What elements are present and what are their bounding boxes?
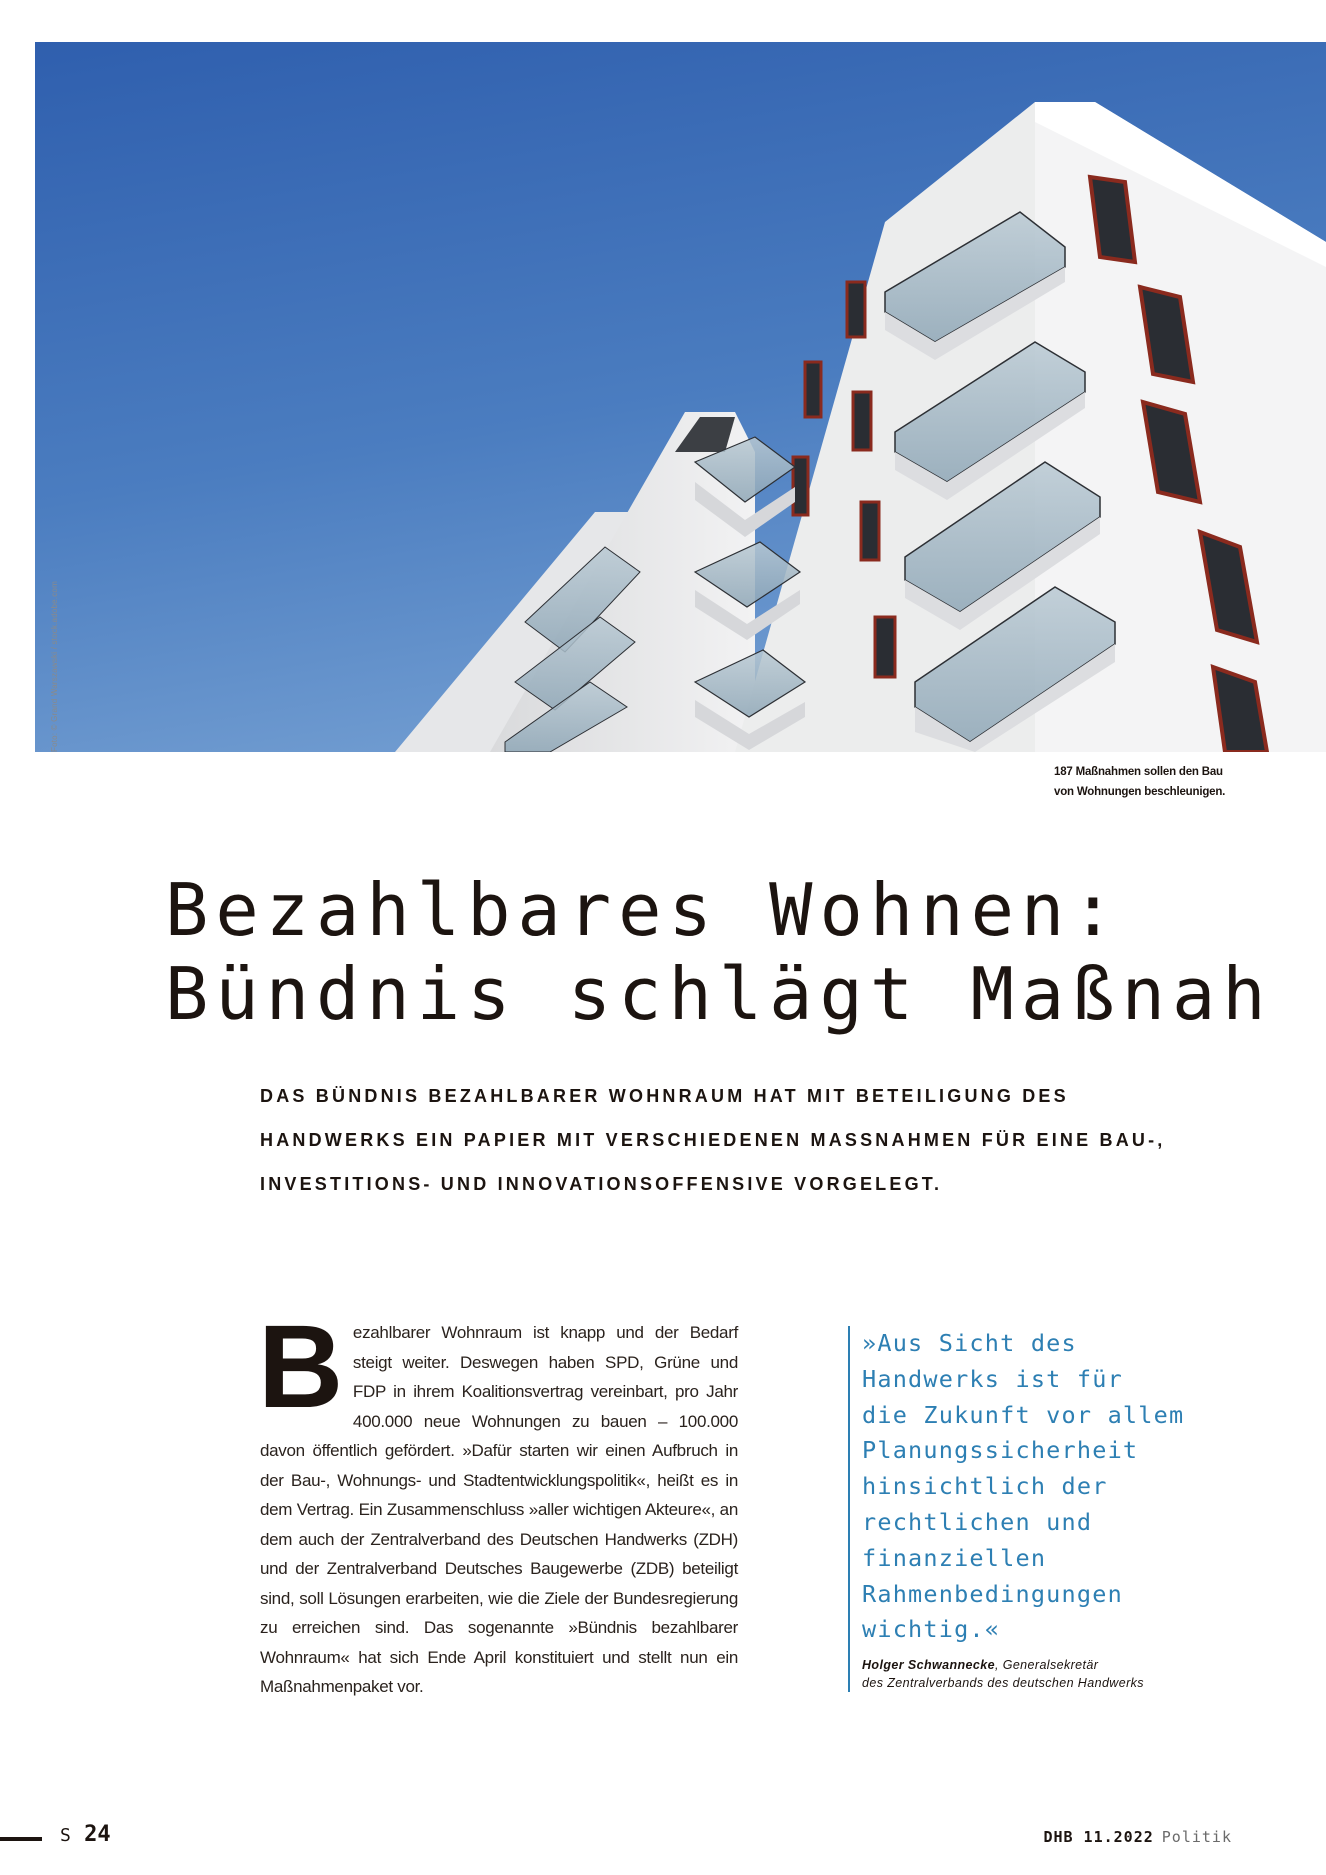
quote-line: »Aus Sicht des [862,1329,1077,1357]
footer-rule [0,1837,42,1841]
caption-line: von Wohnungen beschleunigen. [1054,786,1226,798]
quote-line: Handwerks ist für [862,1364,1123,1393]
lead-line: INVESTITIONS- UND INNOVATIONSOFFENSIVE VORGELEGT. [260,1174,943,1194]
article-body [258,1301,738,1702]
quote-line: finanziellen [862,1543,1047,1572]
quote-line: Planungssicherheit [862,1436,1139,1465]
quote-line: rechtlichen und [862,1507,1093,1536]
quote-line: die Zukunft vor allem [862,1400,1185,1429]
headline-line: Bezahlbares Wohnen: [165,868,1122,952]
quote-line: Rahmenbedingungen [862,1579,1123,1608]
section-name: Politik [1161,1828,1232,1846]
hero-photo [35,42,1326,752]
quote-line: hinsichtlich der [862,1472,1108,1501]
magazine-issue: DHB 11.2022 [1043,1828,1154,1846]
author-organization: des Zentralverbands des deutschen Handwerks [862,1676,1144,1691]
headline-line: Bündnis schlägt Maßnah [165,952,1273,1036]
quote-author [862,1656,1262,1692]
author-role: , Generalsekretär [994,1658,1099,1673]
photo-caption [1054,762,1294,802]
quote-text [862,1326,1262,1648]
author-name: Holger Schwannecke [862,1658,995,1673]
lead-line: DAS BÜNDNIS BEZAHLBARER WOHNRAUM HAT MIT BETEILIGUNG DES [260,1086,1069,1106]
building-illustration [35,42,1326,752]
pull-quote [848,1326,1262,1692]
page-prefix: S [60,1825,71,1846]
lead-paragraph [260,1074,1220,1206]
lead-line: HANDWERKS EIN PAPIER MIT VERSCHIEDENEN MASSNAHMEN FÜR EINE BAU-, [260,1130,1166,1150]
page-number [60,1822,111,1847]
caption-line: 187 Maßnahmen sollen den Bau [1054,766,1223,778]
quote-line: wichtig.« [862,1615,1001,1644]
drop-cap: B [258,1301,343,1433]
page-number-value: 24 [84,1822,111,1847]
headline [165,868,1326,1036]
footer-issue [1043,1828,1232,1846]
body-text: ezahlbarer Wohnraum ist knapp und der Bedarf steigt weiter. Deswegen haben SPD, Grüne und FDP in ihrem Koalitionsvertrag vereinbart, pro Jahr 400.000 neue Wohnungen zu bauen – 100.000 davon öffentlich gefördert. »Dafür starten wir einen Aufbruch in der Bau-, Wohnungs- und Stadtentwicklungspolitik«, heißt es in dem Vertrag. Ein Zusammenschluss »aller wichtigen Akteure«, an dem auch der Zentralverband des Deutschen Handwerks (ZDH) und der Zentralverband Deutsches Baugewerbe (ZDB) beteiligt sind, soll Lösungen erarbeiten, wie die Ziele der Bundesregierung zu erreichen sind. Das sogenannte »Bündnis bezahlbarer Wohnraum« hat sich Ende April konstituiert und stellt nun ein Maßnahmenpaket vor. [260,1323,738,1696]
photo-credit: Foto: © Grand Warszawski / stock.adobe.com [50,581,59,752]
